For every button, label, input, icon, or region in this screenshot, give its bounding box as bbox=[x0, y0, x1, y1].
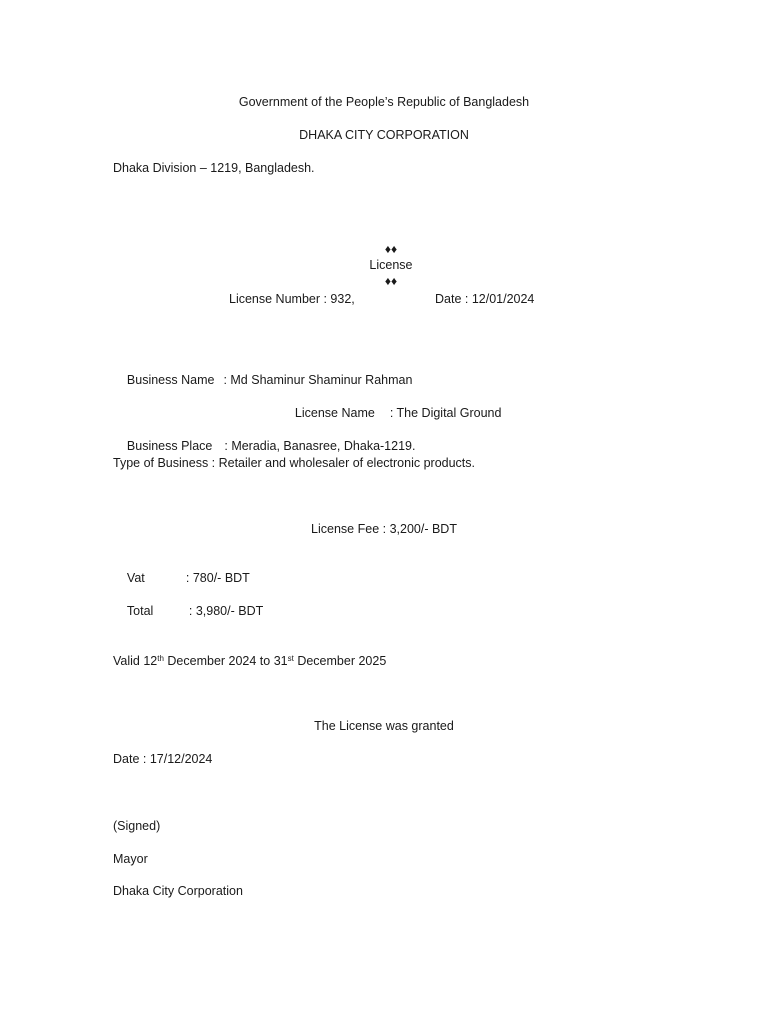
validity-middle: December 2024 to 31 bbox=[163, 654, 288, 668]
signatory-organization: Dhaka City Corporation bbox=[113, 884, 243, 898]
license-name-value: : The Digital Ground bbox=[389, 406, 502, 420]
license-fee-line: License Fee : 3,200/- BDT bbox=[311, 522, 457, 536]
business-name-label: Business Name bbox=[126, 373, 215, 387]
validity-line bbox=[113, 653, 386, 669]
address-line: Dhaka Division – 1219, Bangladesh. bbox=[113, 161, 315, 175]
grant-statement: The License was granted bbox=[314, 719, 454, 733]
vat-label: Vat bbox=[126, 571, 145, 585]
validity-sup-th: th bbox=[157, 654, 164, 663]
license-date: Date : 12/01/2024 bbox=[435, 292, 535, 306]
validity-prefix: Valid 12 bbox=[113, 654, 158, 668]
validity-sup-st: st bbox=[287, 654, 294, 663]
business-name-value: : Md Shaminur Shaminur Rahman bbox=[223, 373, 413, 387]
government-heading: Government of the People’s Republic of Bangladesh bbox=[238, 95, 530, 109]
corporation-heading: DHAKA CITY CORPORATION bbox=[299, 128, 469, 142]
diamond-ornament-right: ♦♦ bbox=[384, 274, 398, 288]
validity-suffix: December 2025 bbox=[293, 654, 387, 668]
diamond-ornament-left: ♦♦ bbox=[384, 242, 398, 256]
license-title bbox=[0, 225, 768, 305]
license-name-label: License Name bbox=[294, 406, 375, 420]
business-place-label: Business Place bbox=[126, 439, 213, 453]
total-value: : 3,980/- BDT bbox=[188, 604, 264, 618]
business-place-value: : Meradia, Banasree, Dhaka-1219. bbox=[224, 439, 416, 453]
total-label: Total bbox=[126, 604, 154, 618]
license-title-text: License bbox=[369, 258, 413, 272]
signed-line: (Signed) bbox=[113, 819, 161, 833]
signatory-title: Mayor bbox=[113, 852, 148, 866]
grant-date: Date : 17/12/2024 bbox=[113, 752, 213, 766]
business-type-line: Type of Business : Retailer and wholesaler of electronic products. bbox=[113, 456, 475, 470]
vat-value: : 780/- BDT bbox=[185, 571, 250, 585]
total-row bbox=[113, 587, 263, 635]
license-number: License Number : 932, bbox=[229, 292, 355, 306]
